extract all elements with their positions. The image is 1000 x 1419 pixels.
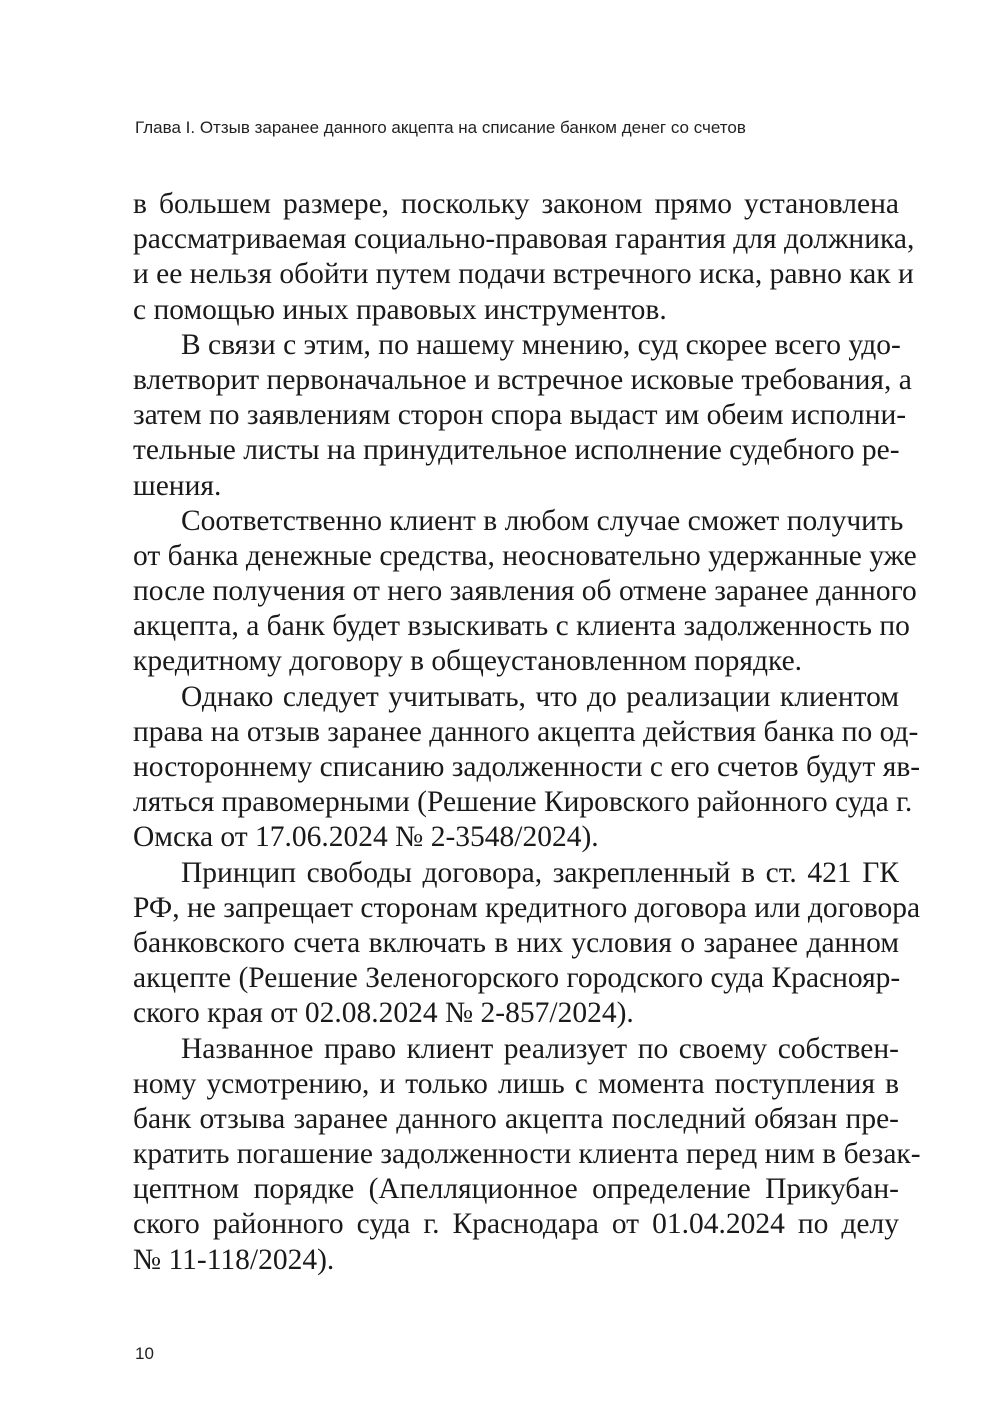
text-line: права на отзыв заранее данного акцепта действия банка по од- xyxy=(133,715,919,748)
text-line: кредитному договору в общеустановленном порядке. xyxy=(133,645,803,678)
text-line: ляться правомерными (Решение Кировского районного суда г. xyxy=(133,786,913,819)
paragraph xyxy=(133,504,917,680)
running-header: Глава I. Отзыв заранее данного акцепта на списание банком денег со счетов xyxy=(135,118,746,137)
text-line: ского края от 02.08.2024 № 2-857/2024). xyxy=(133,997,634,1030)
text-line: В связи с этим, по нашему мнению, суд скорее всего удо- xyxy=(181,328,901,361)
text-line: Однако следует учитывать, что до реализации клиентом xyxy=(181,680,899,713)
text-line: ному усмотрению, и только лишь с момента поступления в xyxy=(133,1067,899,1100)
text-line: акцепта, а банк будет взыскивать с клиента задолженность по xyxy=(133,610,910,643)
text-line: банковского счета включать в них условия о заранее данном xyxy=(133,926,899,959)
paragraph xyxy=(133,187,915,328)
text-line: в большем размере, поскольку законом прямо установлена xyxy=(133,188,899,220)
text-line: Омска от 17.06.2024 № 2-3548/2024). xyxy=(133,821,599,854)
text-line: № 11-118/2024). xyxy=(133,1243,335,1276)
text-line: и ее нельзя обойти путем подачи встречного иска, равно как и xyxy=(133,258,914,291)
text-line: рассматриваемая социально-правовая гарантия для должника, xyxy=(133,223,915,256)
text-line: акцепте (Решение Зеленогорского городского суда Краснояр- xyxy=(133,962,901,995)
text-line: ского районного суда г. Краснодара от 01.04.2024 по делу xyxy=(133,1208,899,1241)
text-line: после получения от него заявления об отмене заранее данного xyxy=(133,575,917,608)
paragraph xyxy=(133,1032,921,1278)
page-number: 10 xyxy=(135,1344,154,1363)
text-line: Соответственно клиент в любом случае сможет получить xyxy=(181,504,904,537)
text-line: РФ, не запрещает сторонам кредитного договора или договора xyxy=(133,891,921,924)
text-line: влетворит первоначальное и встречное исковые требования, а xyxy=(133,363,912,396)
text-line: от банка денежные средства, неосновательно удержанные уже xyxy=(133,539,917,572)
body-text xyxy=(133,187,921,1278)
text-line: тельные листы на принудительное исполнение судебного ре- xyxy=(133,434,900,467)
paragraph xyxy=(133,328,912,504)
text-line: Названное право клиент реализует по своему собствен- xyxy=(181,1032,899,1065)
text-line: шения. xyxy=(133,469,222,502)
text-line: Принцип свободы договора, закрепленный в ст. 421 ГК xyxy=(181,856,899,889)
text-line: затем по заявлениям сторон спора выдаст им обеим исполни- xyxy=(133,399,907,432)
paragraph xyxy=(133,856,921,1032)
text-line: кратить погашение задолженности клиента перед ним в безак- xyxy=(133,1138,921,1171)
text-line: с помощью иных правовых инструментов. xyxy=(133,293,667,326)
paragraph xyxy=(133,680,921,856)
text-line: ностороннему списанию задолженности с его счетов будут яв- xyxy=(133,751,921,783)
text-line: цептном порядке (Апелляционное определение Прикубан- xyxy=(133,1173,899,1206)
text-line: банк отзыва заранее данного акцепта последний обязан пре- xyxy=(133,1102,899,1135)
